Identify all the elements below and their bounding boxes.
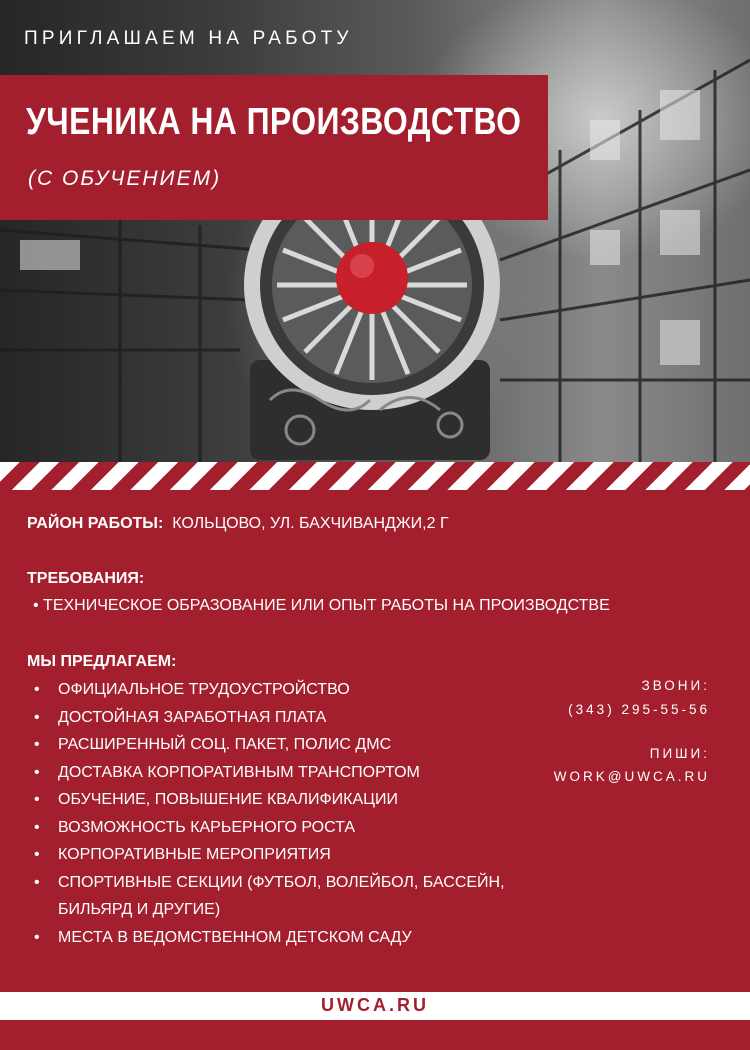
title-panel <box>0 75 548 220</box>
offer-item: • КОРПОРАТИВНЫЕ МЕРОПРИЯТИЯ <box>28 841 688 869</box>
offer-item: • ВОЗМОЖНОСТЬ КАРЬЕРНОГО РОСТА <box>28 814 688 842</box>
page-title: УЧЕНИКА НА ПРОИЗВОДСТВО <box>26 101 522 143</box>
offers-heading: МЫ ПРЕДЛАГАЕМ: <box>27 653 177 670</box>
invite-text: ПРИГЛАШАЕМ НА РАБОТУ <box>24 28 353 49</box>
offer-item: • ОФИЦИАЛЬНОЕ ТРУДОУСТРОЙСТВО <box>28 676 688 704</box>
footer-bar <box>0 992 750 1020</box>
phone-number[interactable]: (343) 295-55-56 <box>568 702 710 717</box>
site-link[interactable]: UWCA.RU <box>321 995 429 1015</box>
offer-item: • ДОСТАВКА КОРПОРАТИВНЫМ ТРАНСПОРТОМ <box>28 759 688 787</box>
page-subtitle: (С ОБУЧЕНИЕМ) <box>28 167 222 190</box>
offer-item: • РАСШИРЕННЫЙ СОЦ. ПАКЕТ, ПОЛИС ДМС <box>28 731 688 759</box>
offer-item: • МЕСТА В ВЕДОМСТВЕННОМ ДЕТСКОМ САДУ <box>28 924 688 952</box>
offers-list <box>28 676 688 951</box>
work-area-value: КОЛЬЦОВО, УЛ. БАХЧИВАНДЖИ,2 Г <box>172 515 449 532</box>
email-link[interactable]: WORK@UWCA.RU <box>553 769 710 784</box>
hazard-stripe <box>0 462 750 490</box>
factory-photo <box>0 0 750 480</box>
vacancy-details <box>0 490 750 990</box>
write-label: ПИШИ: <box>649 746 710 761</box>
offer-item: • ДОСТОЙНАЯ ЗАРАБОТНАЯ ПЛАТА <box>28 704 688 732</box>
call-label: ЗВОНИ: <box>641 678 710 693</box>
offer-item: • ОБУЧЕНИЕ, ПОВЫШЕНИЕ КВАЛИФИКАЦИИ <box>28 786 688 814</box>
requirement-item: • ТЕХНИЧЕСКОЕ ОБРАЗОВАНИЕ ИЛИ ОПЫТ РАБОТЫ НА ПРОИЗВОДСТВЕ <box>33 597 610 614</box>
work-area <box>27 515 449 533</box>
work-area-label: РАЙОН РАБОТЫ: <box>27 515 164 532</box>
requirements-heading: ТРЕБОВАНИЯ: <box>27 570 145 587</box>
offer-item: • СПОРТИВНЫЕ СЕКЦИИ (ФУТБОЛ, ВОЛЕЙБОЛ, БАССЕЙН, БИЛЬЯРД И ДРУГИЕ) <box>28 869 528 924</box>
engine-image <box>0 0 750 480</box>
